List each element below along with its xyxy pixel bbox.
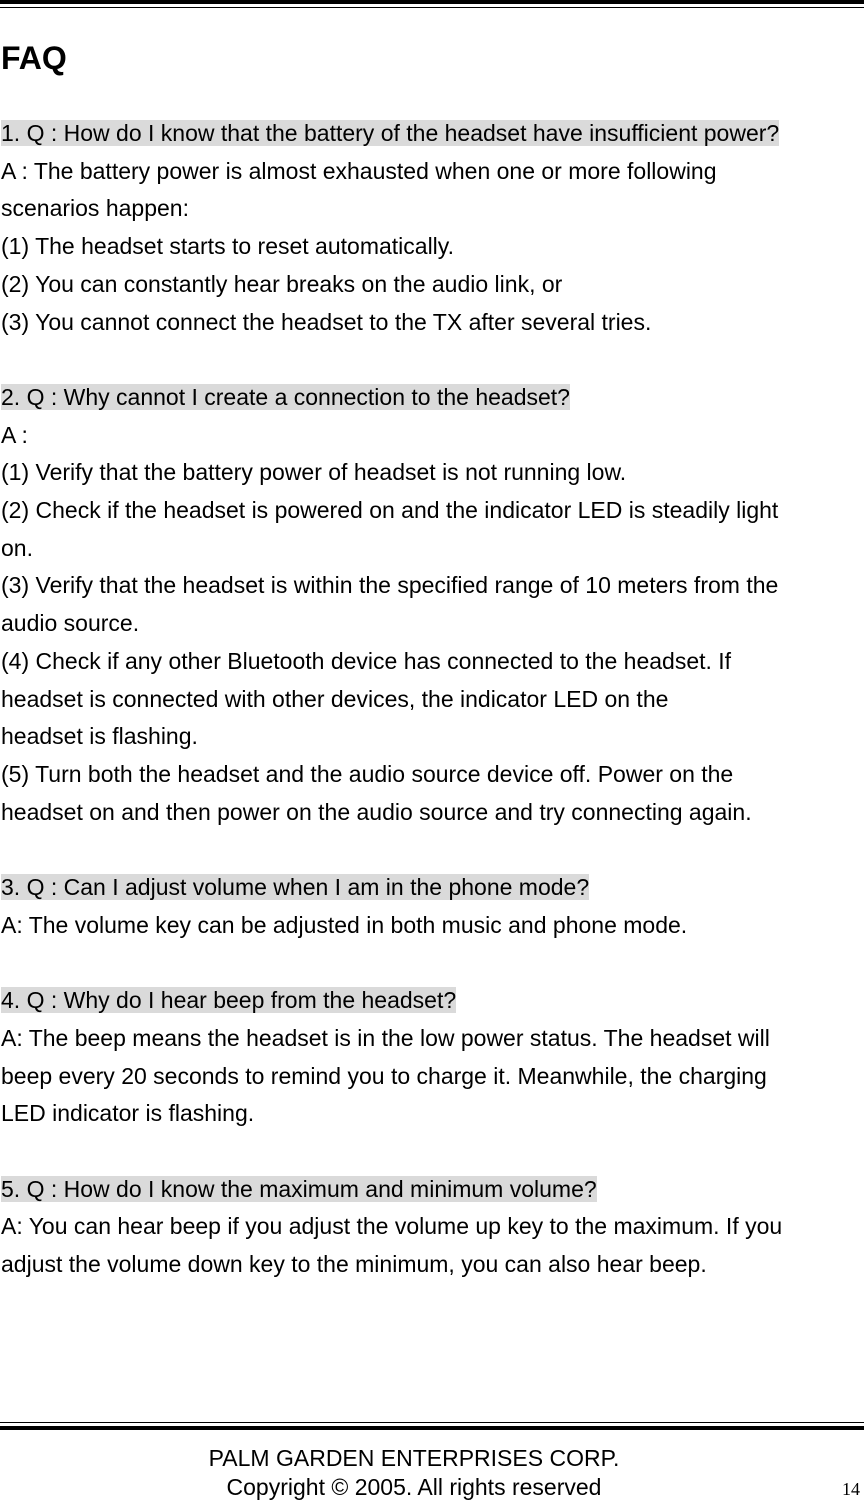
faq-answer-label: A : <box>1 421 28 448</box>
header-rule-thin <box>0 7 864 8</box>
faq-step-4 <box>1 643 863 756</box>
faq-answer-line: scenarios happen: <box>1 195 189 222</box>
faq-answer-line: beep every 20 seconds to remind you to charge it. Meanwhile, the charging <box>1 1062 767 1089</box>
faq-answer-line: LED indicator is flashing. <box>1 1100 255 1127</box>
faq-step-line: headset on and then power on the audio source and try connecting again. <box>1 798 752 825</box>
footer-copyright: Copyright © 2005. All rights reserved <box>226 1474 602 1500</box>
faq-step-line: (2) Check if the headset is powered on and the indicator LED is steadily light <box>1 497 779 524</box>
faq-item-2 <box>1 379 863 831</box>
faq-step-line: headset is connected with other devices, the indicator LED on the <box>1 685 669 712</box>
faq-item-4 <box>1 982 863 1133</box>
faq-step-line: (4) Check if any other Bluetooth device has connected to the headset. If <box>1 647 732 674</box>
footer-rule-thick <box>0 1426 864 1430</box>
faq-question-3: 3. Q : Can I adjust volume when I am in the phone mode? <box>1 874 590 901</box>
faq-step-line: audio source. <box>1 610 140 637</box>
faq-question-2: 2. Q : Why cannot I create a connection to the headset? <box>1 383 570 410</box>
page-number: 14 <box>842 1479 860 1499</box>
faq-step-line: (1) Verify that the battery power of headset is not running low. <box>1 459 627 486</box>
faq-answer-line: A: The volume key can be adjusted in both music and phone mode. <box>1 911 688 938</box>
faq-answer-line: adjust the volume down key to the minimum, you can also hear beep. <box>1 1251 707 1278</box>
faq-answer-line: A: The beep means the headset is in the low power status. The headset will <box>1 1024 770 1051</box>
faq-answer-line: (1) The headset starts to reset automatically. <box>1 233 454 260</box>
faq-answer-line: (3) You cannot connect the headset to the TX after several tries. <box>1 308 652 335</box>
footer-company: PALM GARDEN ENTERPRISES CORP. <box>208 1445 620 1471</box>
faq-step-1 <box>1 454 863 492</box>
footer-rule-thin <box>0 1422 864 1423</box>
faq-answer-line: A: You can hear beep if you adjust the volume up key to the maximum. If you <box>1 1213 783 1240</box>
faq-question-5: 5. Q : How do I know the maximum and minimum volume? <box>1 1175 597 1202</box>
faq-step-line: (3) Verify that the headset is within the specified range of 10 meters from the <box>1 572 779 599</box>
faq-item-1 <box>1 115 863 341</box>
faq-step-2 <box>1 492 863 567</box>
faq-step-line: (5) Turn both the headset and the audio source device off. Power on the <box>1 760 734 787</box>
faq-answer-line: A : The battery power is almost exhausted when one or more following <box>1 157 717 184</box>
faq-step-line: headset is flashing. <box>1 723 198 750</box>
faq-step-5 <box>1 756 863 831</box>
faq-list <box>1 115 863 1284</box>
faq-item-3 <box>1 869 863 944</box>
footer <box>0 1444 828 1502</box>
faq-step-line: on. <box>1 534 33 561</box>
faq-question-1: 1. Q : How do I know that the battery of the headset have insufficient power? <box>1 120 780 146</box>
header-rule-thick <box>0 0 864 4</box>
faq-answer-line: (2) You can constantly hear breaks on the audio link, or <box>1 270 563 297</box>
faq-item-5 <box>1 1171 863 1284</box>
faq-question-4: 4. Q : Why do I hear beep from the headset? <box>1 987 457 1014</box>
page-title: FAQ <box>1 40 67 76</box>
faq-step-3 <box>1 567 863 642</box>
